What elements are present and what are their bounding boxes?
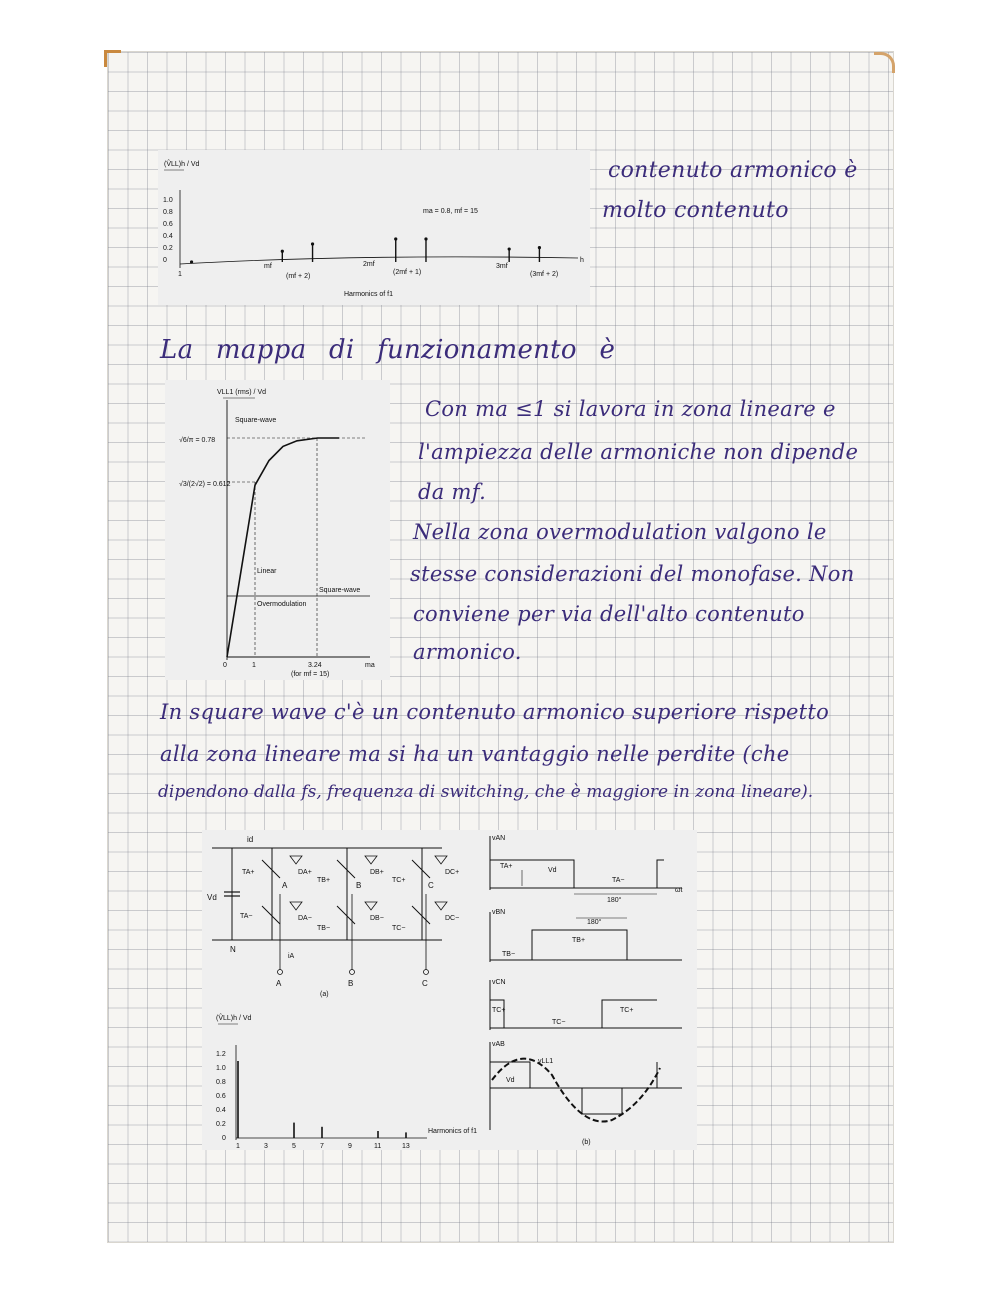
fig3-vcn: vCN [492,979,506,986]
fig1-ytick: 0.2 [163,245,173,252]
fig2-curve [227,438,339,657]
fig1-yticks [163,197,173,264]
fig1-ytick: 0 [163,257,167,264]
fig3-switch: DC− [445,915,460,922]
fig3-switch: DB+ [370,869,384,876]
fig3-node: C [422,979,428,988]
fig2-overmod: Overmodulation [257,601,307,608]
fig3-vll1: vLL1 [538,1058,554,1065]
para1-line: Nella zona overmodulation valgono le [413,520,827,544]
fig3-switch: TC− [392,925,406,932]
fig1-ytick: 0.8 [163,209,173,216]
fig3-spec-ytick: 0.8 [216,1079,226,1086]
fig3-wave-label: TC+ [492,1007,506,1014]
fig1-bar-cap [424,237,427,240]
fig1-label: 3mf [496,263,508,270]
operating-map-figure [165,380,390,680]
fig1-bar-cap [281,250,284,253]
fig3-node: B [348,979,354,988]
fig2-ymax: √6/π = 0.78 [179,437,216,444]
fig3-van: vAN [492,835,506,842]
fig1-bar-cap [508,247,511,250]
fig1-xaxis [180,257,578,264]
fig3-vab: vAB [492,1041,505,1048]
fig3-spec-xtick: 1 [236,1143,240,1150]
fig3-vd: Vd [207,893,217,902]
fig3-vd-small: Vd [548,867,557,874]
fig2-ylin: √3/(2√2) = 0.612 [179,481,231,488]
fig3-wave-label: TB− [502,951,516,958]
fig1-xlabel: Harmonics of f1 [344,291,394,298]
fig2-x2: 3.24 [308,662,322,669]
fig3-spec-xtick: 9 [348,1143,352,1150]
fig2-x2-note: (for mf = 15) [291,671,330,678]
fig3-node: C [428,881,434,890]
fig3-switch: TA+ [242,869,255,876]
fig3-node: A [282,881,288,890]
fig2-linear: Linear [257,568,277,575]
fig1-axis-end: h [580,257,584,264]
fig3-node: N [230,945,236,954]
fig3-spec-xtick: 5 [292,1143,296,1150]
fig3-180: 180° [607,897,622,904]
note-line1: contenuto armonico è [608,158,858,183]
fig3-switch: TC+ [392,877,406,884]
inverter-circuit [207,835,459,998]
para2-line: dipendono dalla fs, frequenza di switching, che è maggiore in zona lineare). [158,782,814,802]
para1-line: stesse considerazioni del monofase. Non [410,562,855,586]
fig3-wave-label: TC+ [620,1007,634,1014]
fig3-spec-xtick: 7 [320,1143,324,1150]
fig1-ytick: 0.6 [163,221,173,228]
fig3-spec-ytick: 1.2 [216,1051,226,1058]
fig2-x0: 0 [223,662,227,669]
fig3-spec-ytick: 0 [222,1135,226,1142]
fig1-bar-cap [538,246,541,249]
fig3-switch: TB− [317,925,331,932]
fig1-ylabel: (V̂LL)h / Vd [164,161,200,168]
fig1-ytick: 0.4 [163,233,173,240]
fig3-spec-xlabel: Harmonics of f1 [428,1128,478,1135]
harmonic-spectrum-figure [158,150,590,305]
fig1-label: mf [264,263,272,270]
fig3-switch: DC+ [445,869,460,876]
fig2-square-wave: Square-wave [235,417,277,424]
square-wave-figure [202,830,697,1150]
fig3-caption-a: (a) [320,991,329,998]
fig3-node: A [276,979,282,988]
sheet-corner [104,50,121,67]
fig3-node: B [356,881,362,890]
fig2-ylabel: VLL1 (rms) / Vd [217,389,267,396]
fig1-bar-cap [190,260,193,263]
phase-waveforms [490,836,682,1130]
fig3-switch: TB+ [317,877,331,884]
fig3-wave-label: TA+ [500,863,513,870]
note-line2: molto contenuto [602,198,789,223]
fig3-wave-label: TC− [552,1019,566,1026]
fig1-first-tick: 1 [178,271,182,278]
fig1-bar-cap [311,242,314,245]
fig3-caption-b: (b) [582,1139,591,1146]
fig2-square-wave-2: Square-wave [319,587,361,594]
fig3-spec-bars [238,1061,406,1138]
fig3-spec-ytick: 0.2 [216,1121,226,1128]
fig3-wave-label: TB+ [572,937,586,944]
para1-line: l'ampiezza delle armoniche non dipende [418,440,859,464]
fig3-id: id [247,835,254,844]
fig3-spec-xtick: 11 [374,1143,382,1150]
fig1-ytick: 1.0 [163,197,173,204]
fig3-ia: iA [288,953,295,960]
fig1-bar-cap [394,237,397,240]
fig3-180b: 180° [587,919,602,926]
fig3-spec-ylabel: (V̂LL)h / Vd [216,1015,252,1022]
fig1-label: (3mf + 2) [530,271,559,278]
fig3-spec-xtick: 13 [402,1143,410,1150]
fig3-switch: DA+ [298,869,312,876]
fig3-vd-small-2: Vd [506,1077,515,1084]
para2-line: In square wave c'è un contenuto armonico superiore rispetto [160,700,830,724]
fig1-label: 2mf [363,261,375,268]
fig3-spec-ytick: 0.4 [216,1107,226,1114]
heading-map: La mappa di funzionamento è [160,335,616,365]
fig1-label: (2mf + 1) [393,269,422,276]
para1-line: armonico. [413,640,522,664]
fig3-spec-xtick: 3 [264,1143,268,1150]
fig2-curve-line [227,438,339,657]
para1-line: Con ma ≤1 si lavora in zona lineare e [425,397,836,421]
fig1-params: ma = 0.8, mf = 15 [423,208,478,215]
para1-line: conviene per via dell'alto contenuto [413,602,805,626]
fig2-xlabel: ma [365,662,375,669]
fig3-switch: DB− [370,915,384,922]
fig3-spec-ytick: 0.6 [216,1093,226,1100]
fig3-wt: ωt [675,887,683,894]
fig3-switch: DA− [298,915,312,922]
fig1-label: (mf + 2) [286,273,311,280]
para1-line: da mf. [418,480,487,504]
fig3-spec-ytick: 1.0 [216,1065,226,1072]
sheet-corner [874,52,895,73]
fig2-x1: 1 [252,662,256,669]
fig3-switch: TA− [240,913,253,920]
fig3-vbn: vBN [492,909,506,916]
para2-line: alla zona lineare ma si ha un vantaggio nelle perdite (che [160,742,790,766]
fig3-wave-label: TA− [612,877,625,884]
fig1-bars [190,237,541,263]
